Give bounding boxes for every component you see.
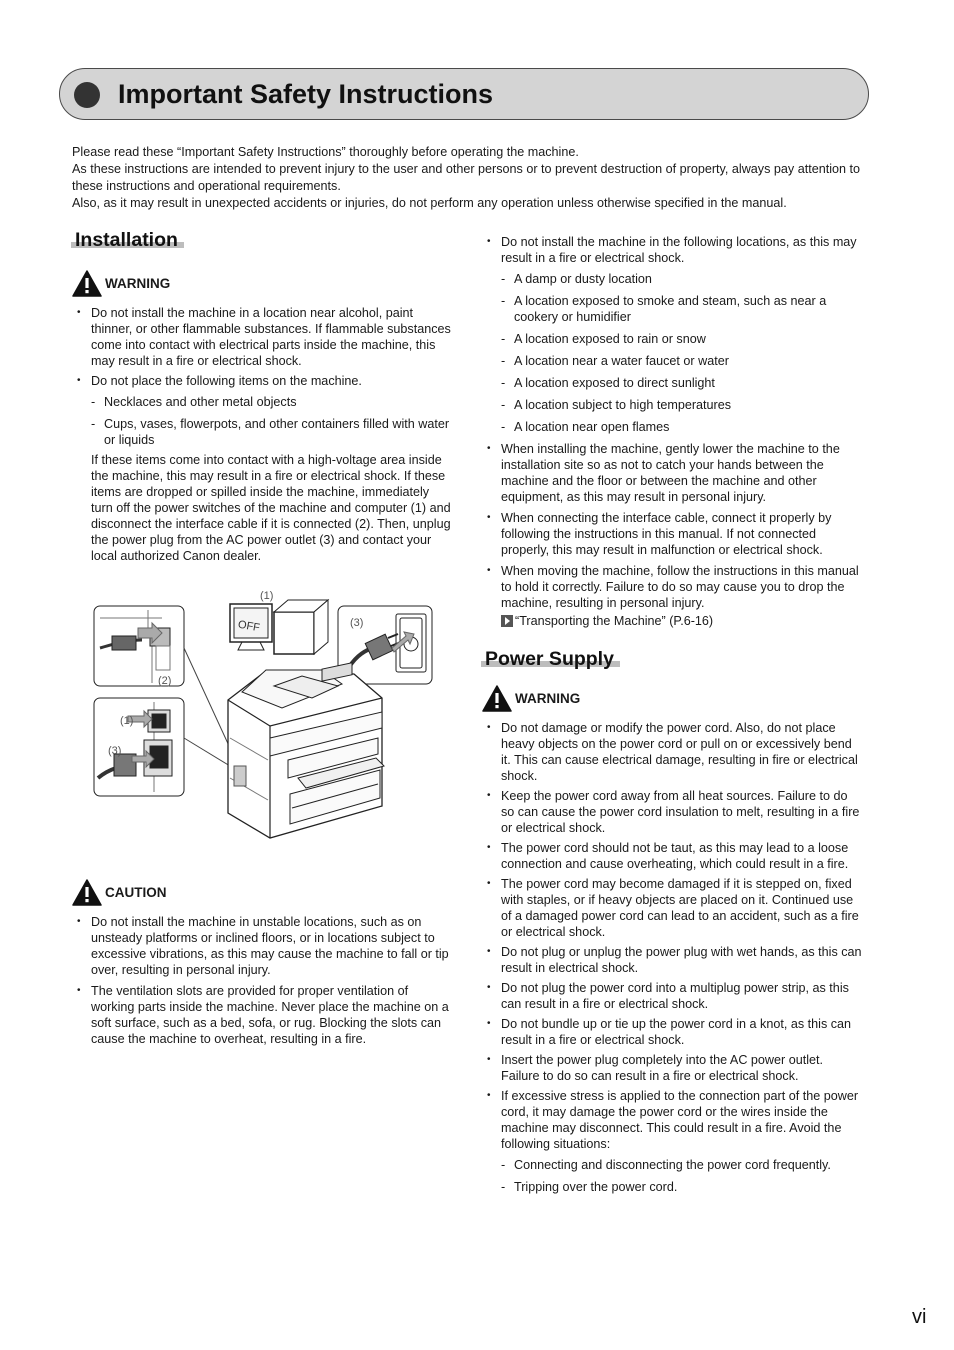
power-supply-list xyxy=(482,720,864,1195)
sub-list-item: - A location near a water faucet or water xyxy=(501,353,864,369)
left-column xyxy=(72,229,454,1051)
warning-triangle-icon xyxy=(482,685,512,712)
list-item: • Do not bundle up or tie up the power cord in a knot, as this can result in a fire or electrical shock. xyxy=(482,1016,864,1048)
warning-label: WARNING xyxy=(105,275,171,291)
page-number: vi xyxy=(912,1306,927,1328)
list-item: • The ventilation slots are provided for proper ventilation of working parts inside the machine. Never place the machine on a soft surface, such as a bed, sofa, or rug. Blocking the slots can cause the machine to overheat, resulting in a fire. xyxy=(72,983,454,1047)
caution-list xyxy=(72,914,454,1047)
list-item xyxy=(482,234,864,435)
sub-list-item: - A location subject to high temperatures xyxy=(501,397,864,413)
sub-list-item: - A location exposed to rain or snow xyxy=(501,331,864,347)
page-title: Important Safety Instructions xyxy=(118,79,494,109)
list-item: • When connecting the interface cable, connect it properly by following the instructions in this manual. If not connected properly, this may result in malfunction or electrical shock. xyxy=(482,510,864,558)
sub-list-item: - A location near open flames xyxy=(501,419,864,435)
reference-text[interactable]: “Transporting the Machine” (P.6-16) xyxy=(515,614,714,628)
sub-list-item: - Necklaces and other metal objects xyxy=(91,394,454,410)
list-item: • Do not plug or unplug the power plug with wet hands, as this can result in electrical shock. xyxy=(482,944,864,976)
installation-locations-list xyxy=(482,234,864,629)
intro-paragraph: Please read these “Important Safety Instructions” thoroughly before operating the machine. xyxy=(72,145,579,159)
list-item: • Do not plug the power cord into a multiplug power strip, as this can result in a fire or electrical shock. xyxy=(482,980,864,1012)
label-2: (2) xyxy=(158,675,172,687)
list-item xyxy=(482,563,864,629)
installation-heading: Installation xyxy=(71,232,184,248)
warning-header xyxy=(72,270,454,297)
machine-unplug-illustration xyxy=(92,588,452,853)
label-3-top: (3) xyxy=(350,617,364,629)
warning-label: WARNING xyxy=(515,690,581,706)
intro-paragraph: Also, as it may result in unexpected accidents or injuries, do not perform any operation unless otherwise specified in the manual. xyxy=(72,196,787,210)
sub-list-item: - A damp or dusty location xyxy=(501,271,864,287)
list-item: • Keep the power cord away from all heat sources. Failure to do so can cause the power cord insulation to melt, resulting in a fire or electrical shock. xyxy=(482,788,864,836)
warning-note: If these items come into contact with a high-voltage area inside the machine, this may result in a fire or electrical shock. If these items are dropped or spilled inside the machine, immediately turn off the power switches of the machine and computer (1) and disconnect the interface cable if it is connected (2). Then, unplug the power plug from the AC power outlet (3) and contact your local authorized Canon dealer. xyxy=(91,453,451,563)
list-item: • Insert the power plug completely into the AC power outlet. Failure to do so can result in a fire or electrical shock. xyxy=(482,1052,864,1084)
right-column xyxy=(482,234,864,1201)
sub-list xyxy=(91,394,454,448)
list-item-text: If excessive stress is applied to the connection part of the power cord, it may damage the power cord or the wires inside the machine may disconnect. This could result in a fire. Avoid the following situations: xyxy=(501,1089,859,1151)
power-supply-heading: Power Supply xyxy=(481,651,620,667)
list-item xyxy=(72,373,454,564)
caution-header xyxy=(72,879,454,906)
reference-arrow-icon xyxy=(501,615,513,627)
title-bullet-dot xyxy=(74,82,100,108)
sub-list-item: - Connecting and disconnecting the power cord frequently. xyxy=(501,1157,864,1173)
warning-triangle-icon xyxy=(72,270,102,297)
sub-list-item: - A location exposed to direct sunlight xyxy=(501,375,864,391)
list-item: • The power cord may become damaged if it is stepped on, fixed with staples, or if heavy objects are placed on it. Continued use of a damaged power cord can lead to an accident, such as a fire or electrical shock. xyxy=(482,876,864,940)
list-item: • Do not damage or modify the power cord. Also, do not place heavy objects on the power cord or pull on or excessively bend it. This can cause electrical damage, resulting in fire or electrical shock. xyxy=(482,720,864,784)
locations-sub-list xyxy=(501,271,864,435)
list-item-text: Do not place the following items on the machine. xyxy=(91,374,362,388)
list-item: • When installing the machine, gently lower the machine to the installation site so as not to catch your hands between the machine and the floor or between the machine and other equipment, as this may result in personal injury. xyxy=(482,441,864,505)
intro-text xyxy=(72,144,872,212)
list-item-text: Do not install the machine in the following locations, as this may result in a fire or electrical shock. xyxy=(501,235,857,265)
intro-paragraph: As these instructions are intended to prevent injury to the user and other persons or to prevent destruction of property, always pay attention to these instructions and operational requirements. xyxy=(72,162,861,193)
label-1-top: (1) xyxy=(260,590,274,602)
list-item-text: When moving the machine, follow the instructions in this manual to hold it correctly. Failure to do so may cause you to drop the machine, resulting in personal injury. xyxy=(501,564,859,610)
stress-sub-list xyxy=(501,1157,864,1195)
monitor-off-label: OFF xyxy=(236,618,261,635)
installation-warning-list xyxy=(72,305,454,564)
power-off-illustration xyxy=(92,588,452,853)
label-1-left: (1) xyxy=(120,715,134,727)
list-item: • Do not install the machine in unstable locations, such as on unsteady platforms or inclined floors, or in locations subject to excessive vibrations, as this may cause the machine to fall or tip over, resulting in personal injury. xyxy=(72,914,454,978)
list-item xyxy=(482,1088,864,1195)
cross-reference-link[interactable] xyxy=(501,613,864,629)
power-warning-header xyxy=(482,685,864,712)
sub-list-item: - A location exposed to smoke and steam, such as near a cookery or humidifier xyxy=(501,293,864,325)
caution-label: CAUTION xyxy=(105,884,167,900)
sub-list-item: - Tripping over the power cord. xyxy=(501,1179,864,1195)
caution-triangle-icon xyxy=(72,879,102,906)
label-3-left: (3) xyxy=(108,745,122,757)
sub-list-item-text: Cups, vases, flowerpots, and other containers filled with water or liquids xyxy=(104,417,450,447)
title-banner xyxy=(59,68,869,120)
sub-list-item xyxy=(91,416,454,448)
list-item: • Do not install the machine in a location near alcohol, paint thinner, or other flammable substances. If flammable substances come into contact with electrical parts inside the machine, this may result in a fire or electrical shock. xyxy=(72,305,454,369)
list-item: • The power cord should not be taut, as this may lead to a loose connection and cause overheating, which could result in a fire. xyxy=(482,840,864,872)
